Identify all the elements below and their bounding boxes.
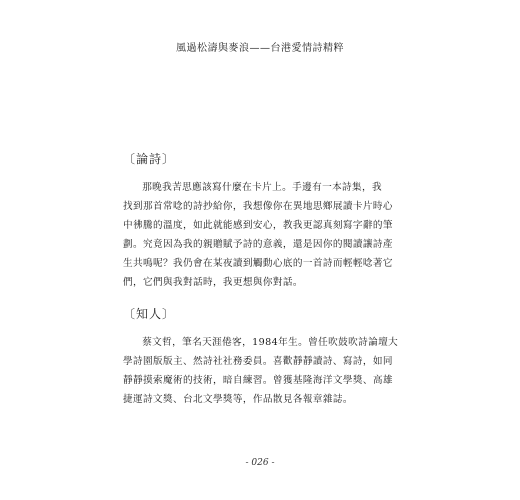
paragraph-line: 學詩園版版主、然詩社社務委員。喜歡靜靜讀詩、寫詩，如同 <box>123 356 393 367</box>
paragraph-line: 找到那首常唸的詩抄給你，我想像你在異地思鄉展讀卡片時心 <box>123 201 393 212</box>
paragraph-line: 中彿騰的溫度，如此就能感到安心，教我更認真刻寫字辭的筆 <box>123 220 393 231</box>
paragraph-line: 捷運詩文獎、台北文學獎等，作品散見各報章雜誌。 <box>123 394 353 405</box>
running-header: 風過松濤與麥浪——台港愛情詩精粹 <box>176 43 344 54</box>
section-heading-author: 〔知人〕 <box>123 307 176 321</box>
page-number: - 026 - <box>245 458 275 468</box>
paragraph-poetry <box>123 178 401 292</box>
paragraph-line: 生共鳴呢？我仍會在某夜讀到觸動心底的一首詩而輕輕唸著它 <box>123 258 393 269</box>
paragraph-line: 們，它們與我對話時，我更想與你對話。 <box>123 277 303 288</box>
paragraph-line: 劃。究竟因為我的親贈賦予詩的意義，還是因你的閱讀讓詩產 <box>123 239 393 250</box>
paragraph-line: 蔡文哲，筆名天涯倦客，1984年生。曾任吹鼓吹詩論壇大 <box>142 337 399 348</box>
paragraph-author <box>123 333 401 409</box>
paragraph-line: 靜靜摸索魔術的技術，暗自練習。曾獲基隆海洋文學獎、高雄 <box>123 375 393 386</box>
paragraph-line: 那晚我苦思應該寫什麼在卡片上。手邊有一本詩集，我 <box>142 182 383 193</box>
section-heading-poetry: 〔論詩〕 <box>123 152 176 166</box>
